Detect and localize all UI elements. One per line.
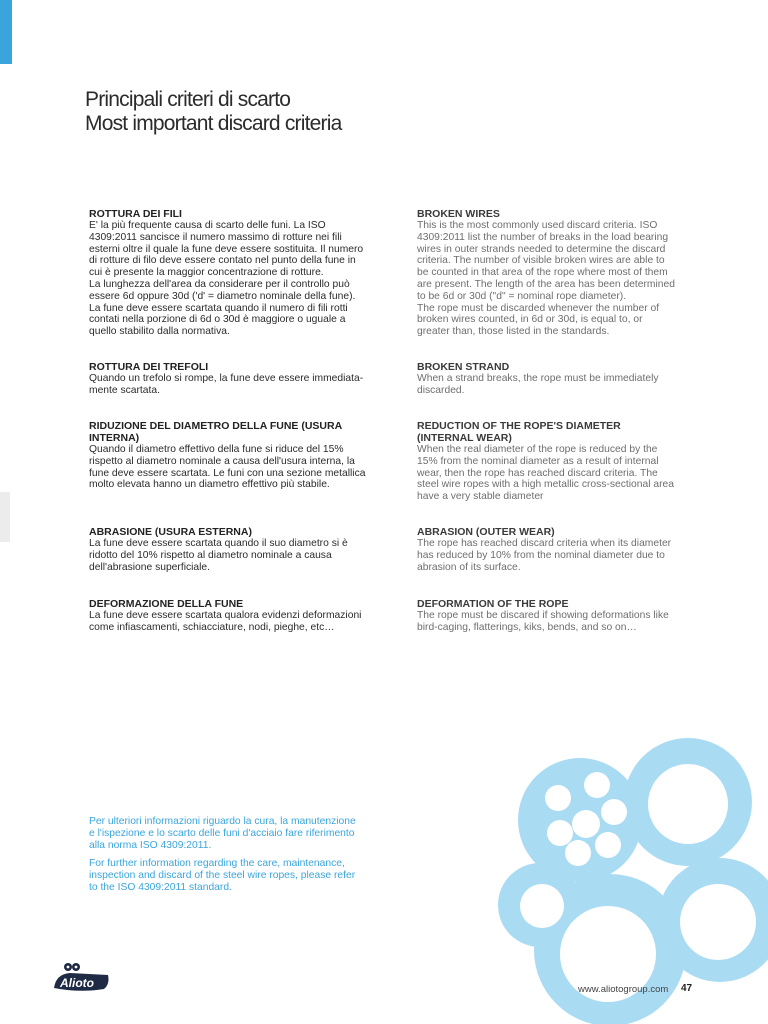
section-rottura-fili (89, 208, 377, 338)
page-edge-marker (0, 492, 10, 542)
section-heading: ABRASIONE (USURA ESTERNA) (89, 526, 252, 538)
section-body: La fune deve essere scartata quando il suo diametro si è ridotto del 10% rispetto al diametro nominale a causa dell'abrasione superficiale. (89, 538, 348, 573)
section-deformazione (89, 598, 377, 634)
section-body: When a strand breaks, the rope must be immediately discarded. (417, 373, 659, 396)
section-riduzione-diametro (89, 420, 377, 491)
section-body: This is the most commonly used discard criteria. ISO 4309:2011 list the number of breaks in the load bearing wires in outer strands needed to determine the discard criteria. The number of visible broken wires are able to be counted in that area of the rope where most of them are present. The length of the area has been determined to be 6d or 30d ("d" = nominal rope diameter). The rope must be discarded whenever the number of broken wires counted, in 6d or 30d, is equal to, or greater than, those listed in the standards. (417, 220, 675, 338)
section-heading: RIDUZIONE DEL DIAMETRO DELLA FUNE (USURA INTERNA) (89, 420, 343, 444)
section-body: E' la più frequente causa di scarto delle funi. La ISO 4309:2011 sancisce il numero massimo di rotture nei fili esterni oltre il quale la fune deve essere sostituita. Il numero di rotture di filo deve essere contato nel punto della fune in cui è presente la maggior concentrazione di rotture. La lunghezza dell'area da considerare per il controllo può essere 6d oppure 30d ('d' = diametro nominale della fune). La fune deve essere scartata quando il numero di fili rotti contati nella porzione di 6d o 30d è maggiore o uguale a quello stabilito dalla normativa. (89, 220, 364, 338)
section-heading: ROTTURA DEI TREFOLI (89, 361, 209, 373)
section-heading: DEFORMATION OF THE ROPE (417, 598, 569, 610)
section-abrasion (417, 526, 705, 573)
logo-text: Alioto (60, 976, 94, 990)
page-number: 47 (681, 983, 693, 994)
rope-cross-section-graphic (490, 730, 768, 1024)
section-body: Quando il diametro effettivo della fune si riduce del 15% rispetto al diametro nominale a causa dell'usura interna, la fune deve essere scartata. Le funi con una sezione metallica molto elevata hanno un diametro effettivo più stabile. (89, 444, 366, 491)
page-title-italian: Principali criteri di scarto (85, 88, 291, 111)
section-abrasione (89, 526, 377, 573)
alioto-logo (50, 958, 112, 994)
footer-url[interactable]: www.aliotogroup.com (578, 984, 669, 995)
section-heading: BROKEN STRAND (417, 361, 510, 373)
section-body: The rope has reached discard criteria when its diameter has reduced by 10% from the nominal diameter due to abrasion of its surface. (417, 538, 672, 573)
section-body: When the real diameter of the rope is reduced by the 15% from the nominal diameter as a result of internal wear, then the rope has reached discard criteria. The steel wire ropes with a high metallic cross-sectional area have a very stable diameter (417, 444, 674, 503)
section-heading: REDUCTION OF THE ROPE'S DIAMETER (INTERNAL WEAR) (417, 420, 621, 444)
info-note-english: For further information regarding the care, maintenance, inspection and discard of the steel wire ropes, please refer to the ISO 4309:2011 standard. (89, 858, 356, 893)
section-heading: ROTTURA DEI FILI (89, 208, 182, 220)
page-edge-tab (0, 0, 12, 64)
section-reduction-diameter (417, 420, 705, 503)
section-broken-strand (417, 361, 705, 397)
section-body: La fune deve essere scartata qualora evidenzi deformazioni come infiascamenti, schiacciature, nodi, pieghe, etc… (89, 610, 362, 633)
section-deformation (417, 598, 705, 634)
section-heading: DEFORMAZIONE DELLA FUNE (89, 598, 244, 610)
section-broken-wires (417, 208, 705, 338)
section-body: Quando un trefolo si rompe, la fune deve essere immediata- mente scartata. (89, 373, 364, 396)
page-title-english: Most important discard criteria (85, 112, 342, 135)
section-body: The rope must be discared if showing deformations like bird-caging, flatterings, kiks, bends, and so on… (417, 610, 669, 633)
section-rottura-trefoli (89, 361, 377, 397)
section-heading: ABRASION (OUTER WEAR) (417, 526, 555, 538)
info-note-italian: Per ulteriori informazioni riguardo la cura, la manutenzione e l'ispezione e lo scarto delle funi d'acciaio fare riferimento alla norma ISO 4309:2011. (89, 816, 356, 851)
section-heading: BROKEN WIRES (417, 208, 500, 220)
